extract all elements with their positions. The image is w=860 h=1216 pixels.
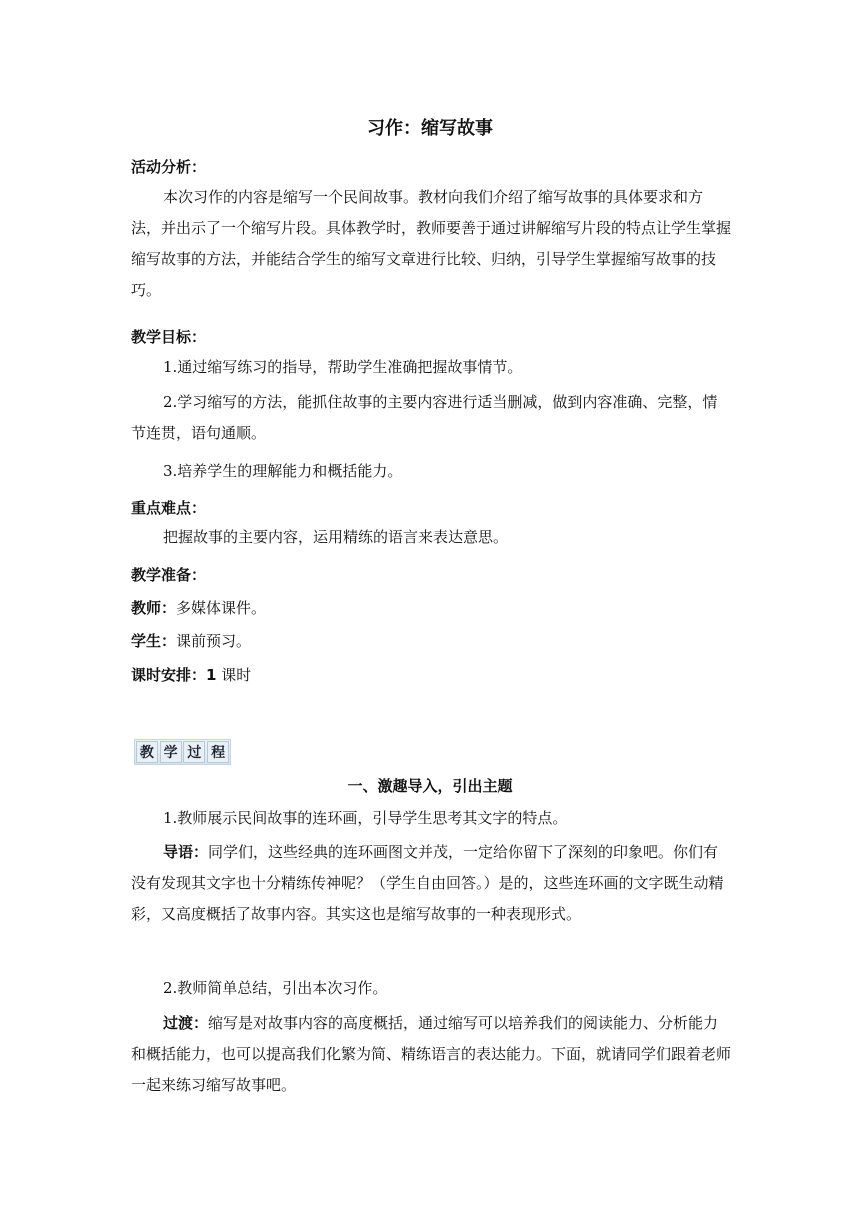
transition-text: 缩写是对故事内容的高度概括，通过缩写可以培养我们的阅读能力、分析能力和概括能力，也可以提高我们化繁为简、精练语言的表达能力。下面，就请同学们跟着老师一起来练习缩写故事吧。 [131, 1014, 732, 1094]
schedule-number: 1 [206, 666, 217, 684]
schedule-label: 课时安排： [131, 666, 207, 684]
badge-char-1: 教 [136, 741, 158, 763]
teacher-preparation [131, 597, 266, 618]
badge-char-3: 过 [183, 741, 205, 763]
student-label: 学生： [131, 632, 177, 650]
schedule-unit: 课时 [216, 666, 252, 684]
badge-char-2: 学 [160, 741, 182, 763]
step-2: 2.教师简单总结，引出本次习作。 [163, 979, 388, 997]
goals-heading: 教学目标： [131, 328, 207, 346]
teacher-text: 多媒体课件。 [176, 599, 267, 617]
guide-paragraph [131, 837, 731, 930]
transition-label: 过渡： [163, 1014, 209, 1032]
key-points-heading: 重点难点： [131, 499, 207, 517]
preparation-heading: 教学准备： [131, 566, 207, 584]
analysis-paragraph: 本次习作的内容是缩写一个民间故事。教材向我们介绍了缩写故事的具体要求和方法，并出示了一个缩写片段。具体教学时，教师要善于通过讲解缩写片段的特点让学生掌握缩写故事的方法，并能结合学生的缩写文章进行比较、归纳，引导学生掌握缩写故事的技巧。 [131, 188, 732, 299]
step-1: 1.教师展示民间故事的连环画，引导学生思考其文字的特点。 [163, 809, 568, 827]
guide-label: 导语： [163, 843, 209, 861]
student-preparation [131, 630, 251, 651]
goal-item-1: 1.通过缩写练习的指导，帮助学生准确把握故事情节。 [163, 358, 523, 376]
goal-item-2: 2.学习缩写的方法，能抓住故事的主要内容进行适当删减，做到内容准确、完整，情节连贯，语句通顺。 [131, 393, 718, 442]
guide-text: 同学们，这些经典的连环画图文并茂，一定给你留下了深刻的印象吧。你们有没有发现其文字也十分精练传神呢？（学生自由回答。）是的，这些连环画的文字既生动精彩，又高度概括了故事内容。其实这也是缩写故事的一种表现形式。 [131, 843, 724, 923]
schedule-line [131, 664, 251, 685]
teacher-label: 教师： [131, 599, 177, 617]
analysis-heading: 活动分析： [131, 158, 207, 176]
student-text: 课前预习。 [176, 632, 252, 650]
badge-char-4: 程 [207, 741, 229, 763]
page-title: 习作：缩写故事 [367, 118, 493, 139]
key-points-text: 把握故事的主要内容，运用精练的语言来表达意思。 [163, 528, 509, 546]
goal-item-3: 3.培养学生的理解能力和概括能力。 [163, 462, 403, 480]
teaching-process-badge [134, 739, 231, 765]
transition-paragraph [131, 1008, 731, 1101]
section-title: 一、激趣导入，引出主题 [347, 777, 513, 795]
